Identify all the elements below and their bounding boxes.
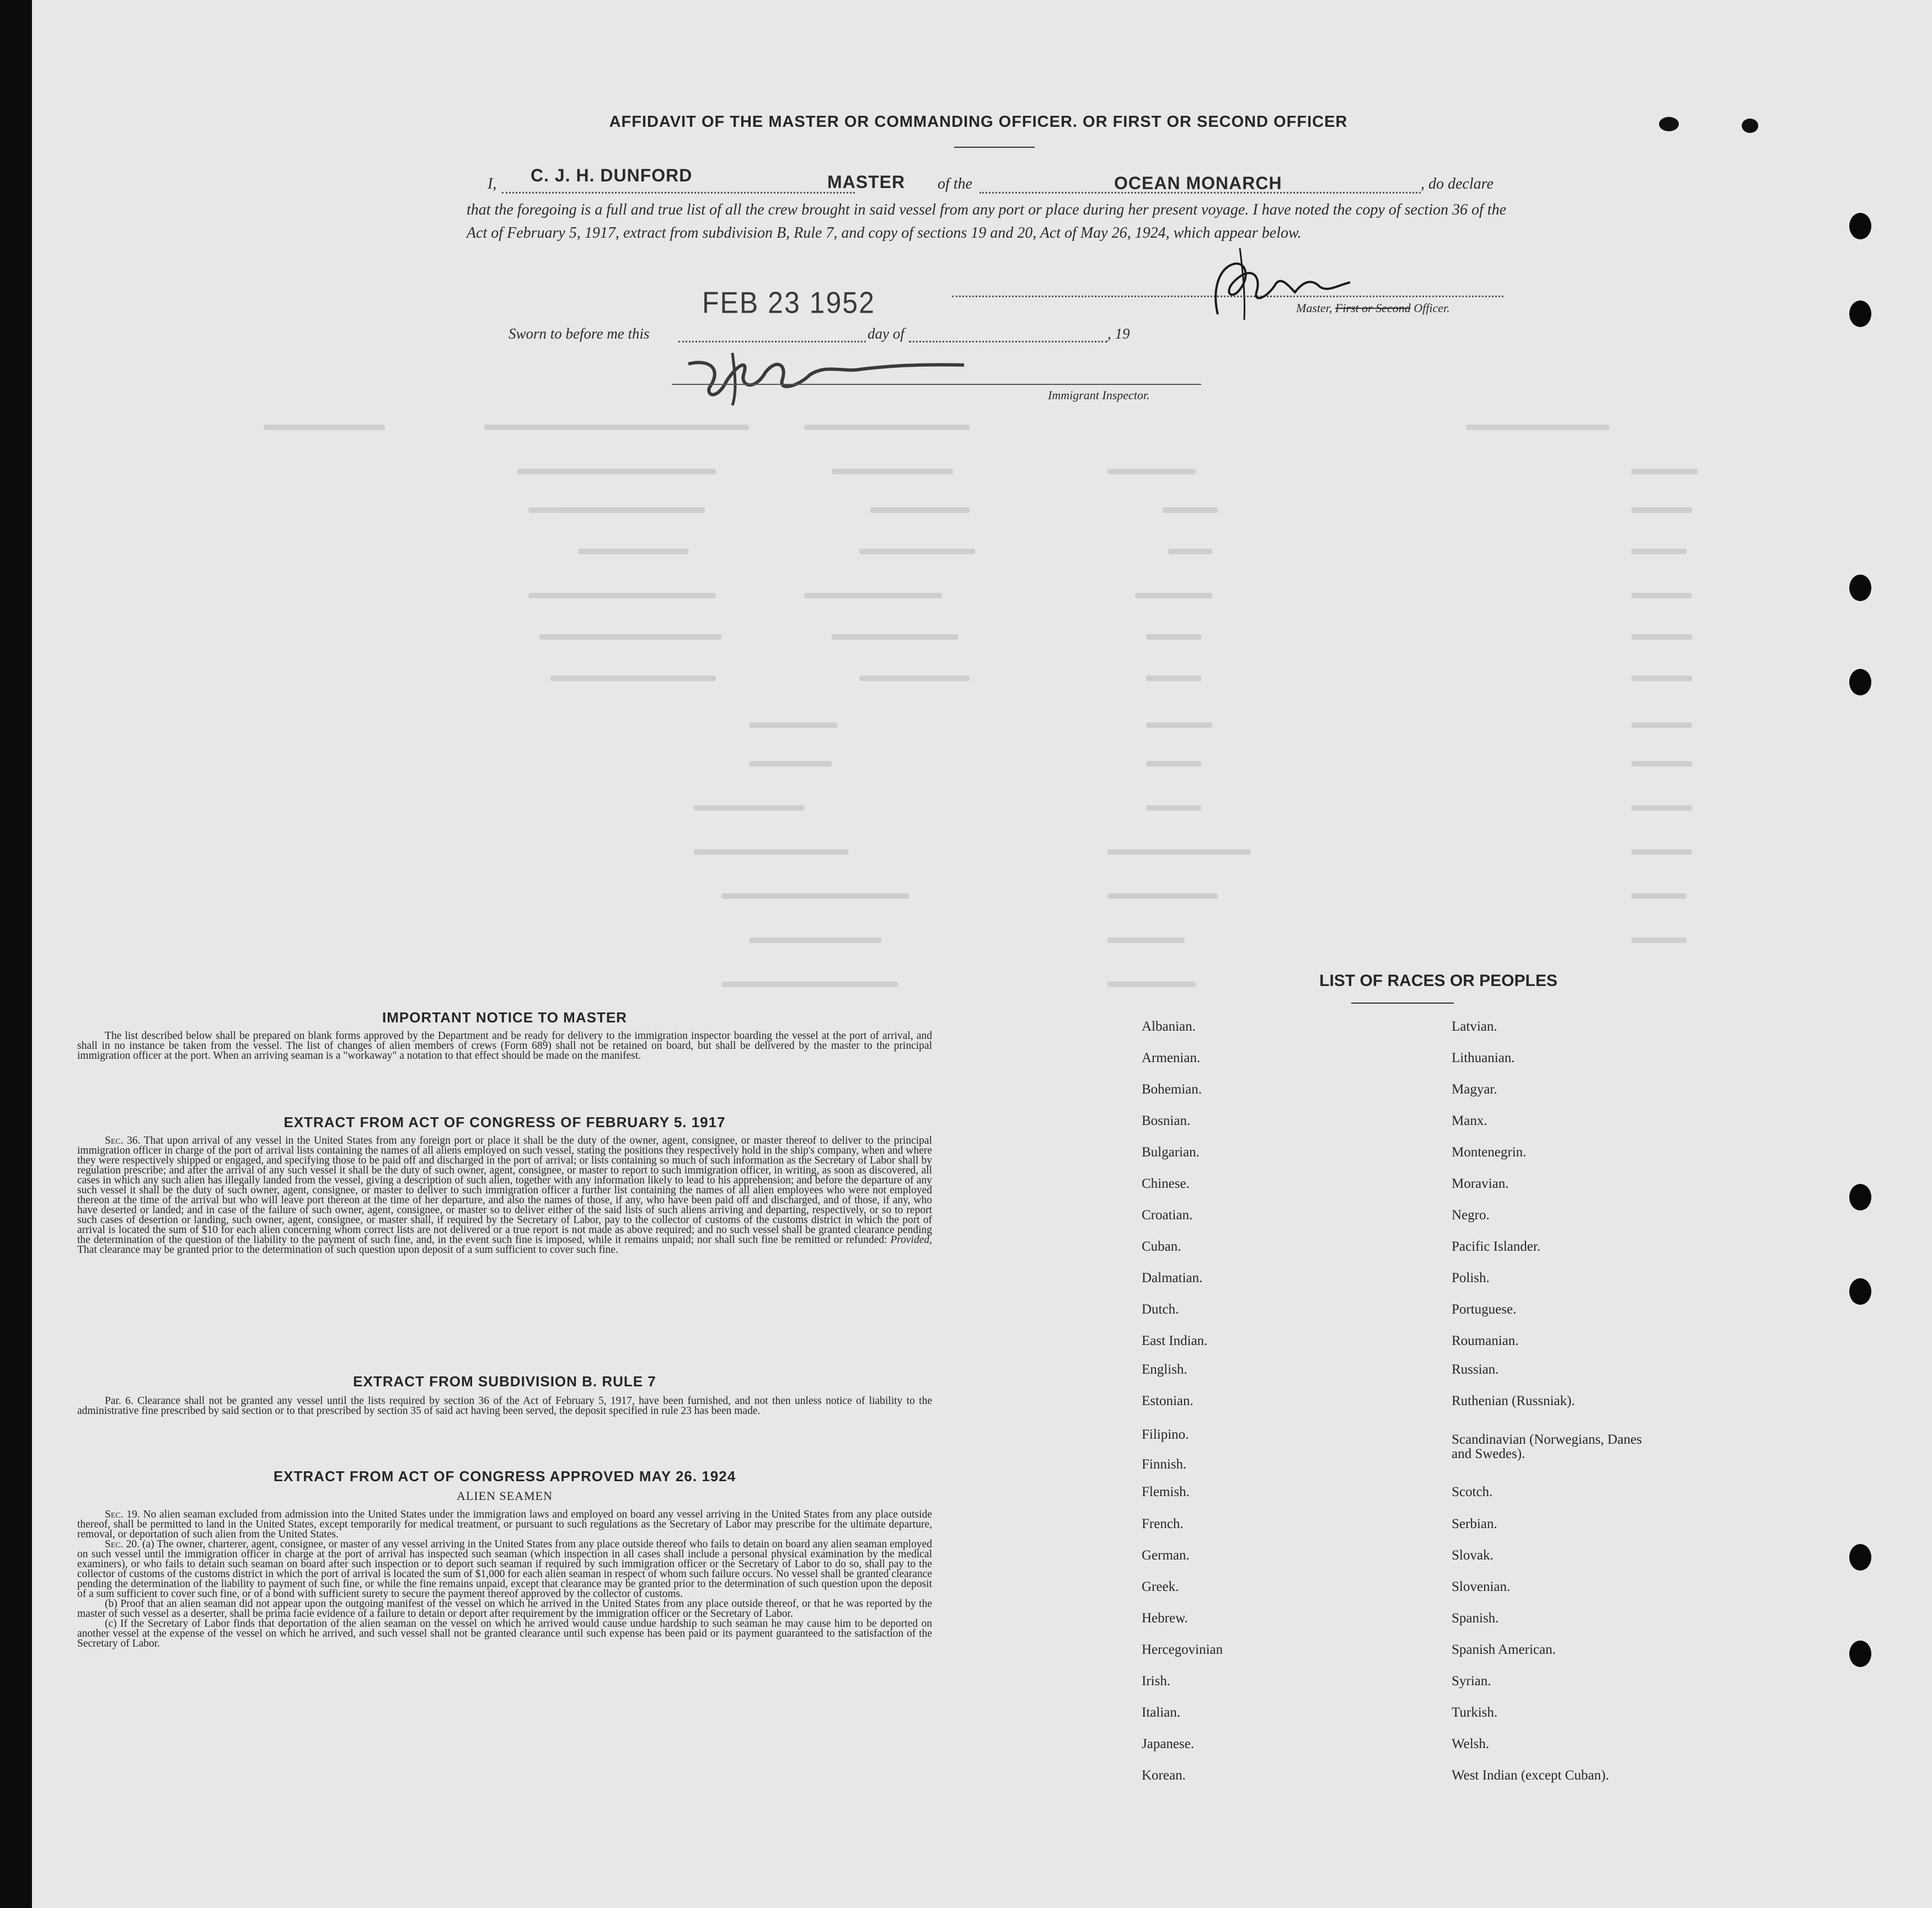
race-item: Welsh. [1452, 1737, 1490, 1751]
ink-spot [1742, 119, 1758, 133]
race-item: Latvian. [1452, 1019, 1497, 1034]
extract-rule7-title: EXTRACT FROM SUBDIVISION B. RULE 7 [353, 1373, 656, 1390]
document-page [32, 0, 1932, 1908]
race-item: Polish. [1452, 1271, 1490, 1285]
master-name: C. J. H. DUNFORD [531, 165, 693, 185]
race-item: Croatian. [1142, 1208, 1193, 1223]
race-item: Japanese. [1142, 1737, 1195, 1751]
race-item: Scandinavian (Norwegians, Danes and Swedes). [1452, 1432, 1642, 1461]
binder-hole [1849, 1278, 1871, 1305]
section-20c: (c) If the Secretary of Labor finds that deportation of the alien seaman on the vessel on which he arrived would cause undue hardship to such seaman he may cause him to be deported on another vessel at the expense of the vessel on which he arrived, and such vessel shall not be granted clearance until such expense has been paid or its payment guaranteed to the satisfaction of the Secretary of Labor. [77, 1618, 932, 1649]
race-item: Korean. [1142, 1768, 1186, 1783]
race-item: Bulgarian. [1142, 1145, 1200, 1160]
extract-1924-subtitle: ALIEN SEAMEN [457, 1489, 553, 1503]
race-item: Chinese. [1142, 1176, 1190, 1191]
vessel-name: OCEAN MONARCH [1114, 173, 1282, 193]
race-item: Hercegovinian [1142, 1642, 1223, 1657]
race-item: German. [1142, 1548, 1190, 1563]
race-item: Armenian. [1142, 1051, 1201, 1065]
declaration-body: that the foregoing is a full and true list of all the crew brought in said vessel from any port or place during her present voyage. I have noted the copy of section 36 of the Act of February 5, 1917, extract from subdivision B, Rule 7, and copy of sections 19 and 20, Act of May 26, 1924, which appear below. [467, 201, 1506, 242]
extract-1917-title: EXTRACT FROM ACT OF CONGRESS OF FEBRUARY 5. 1917 [283, 1114, 726, 1130]
race-item: Pacific Islander. [1452, 1239, 1541, 1254]
race-item: Slovenian. [1452, 1579, 1511, 1594]
section-20b: (b) Proof that an alien seaman did not appear upon the outgoing manifest of the vessel on which he arrived in the United States from any place outside thereof, or that he was reported by the master of such vessel as a deserter, shall be prima facie evidence of a failure to detain or deport after requirement by the immigration officer or the Secretary of Labor. [77, 1598, 932, 1620]
race-item: Syrian. [1452, 1674, 1491, 1689]
race-item: Roumanian. [1452, 1333, 1519, 1348]
race-item: East Indian. [1142, 1333, 1208, 1348]
race-item: Montenegrin. [1452, 1145, 1527, 1160]
extract-1924-body [77, 1510, 932, 1649]
race-item: Spanish American. [1452, 1642, 1556, 1657]
race-item: Filipino. [1142, 1427, 1189, 1442]
extract-rule7-body: Par. 6. Clearance shall not be granted any vessel until the lists required by section 36 of the Act of February 5, 1917, have been furnished, and not then unless notice of liability to the administrative fine prescribed by said section or to that prescribed by section 35 of said act having been served, the deposit specified in rule 23 has been made. [77, 1395, 932, 1417]
race-item: Magyar. [1452, 1082, 1497, 1097]
inspector-signature-line [672, 384, 1201, 385]
race-item: Spanish. [1452, 1611, 1499, 1626]
year-label: , 19 [1107, 325, 1130, 342]
binder-hole [1849, 1641, 1871, 1667]
race-item: Cuban. [1142, 1239, 1181, 1254]
race-item: Serbian. [1452, 1516, 1497, 1531]
notice-body: The list described below shall be prepared on blank forms approved by the Department and be ready for delivery to the immigration inspector boarding the vessel at the port of arrival, and shall in no instance be taken from the vessel. The list of changes of alien members of crews (Form 689) shall not be retained on board, but shall be delivered by the master to the principal immigration officer at the port. When an arriving seaman is a "workaway" a notation to that effect should be made on the manifest. [77, 1030, 932, 1062]
sworn-label: Sworn to before me this [509, 325, 650, 342]
master-rank: MASTER [827, 172, 906, 192]
declaration-i: I, [488, 175, 497, 192]
race-item: French. [1142, 1516, 1184, 1531]
inspector-signature [677, 342, 986, 408]
race-item: Albanian. [1142, 1019, 1196, 1034]
race-item: Hebrew. [1142, 1611, 1188, 1626]
binder-hole [1849, 1184, 1871, 1210]
inspector-caption: Immigrant Inspector. [1048, 388, 1150, 402]
race-item: Bosnian. [1142, 1113, 1191, 1128]
race-item: Finnish. [1142, 1457, 1187, 1472]
binder-hole [1849, 1544, 1871, 1571]
title-rule [954, 147, 1035, 148]
affidavit-title: AFFIDAVIT OF THE MASTER OR COMMANDING OFFICER. OR FIRST OR SECOND OFFICER [609, 113, 1348, 131]
date-stamp: FEB 23 1952 [702, 286, 875, 320]
section-19: Sec. 19. No alien seaman excluded from admission into the United States under the immigration laws and employed on board any vessel arriving in the United States from any place outside thereof, shall be permitted to land in the United States, except temporarily for medical treatment, or pursuant to such regulations as the Secretary of Labor may prescribe for the ultimate departure, removal, or deportation of such alien from the United States. [77, 1509, 933, 1540]
of-the-label: of the [938, 175, 972, 192]
master-signature-caption: Master, First or Second Officer. [1296, 301, 1450, 315]
race-item: Flemish. [1142, 1484, 1190, 1499]
race-item: Scotch. [1452, 1484, 1493, 1499]
race-item: Estonian. [1142, 1394, 1194, 1408]
binder-hole [1849, 669, 1871, 695]
race-item: Dalmatian. [1142, 1271, 1203, 1285]
race-item: Manx. [1452, 1113, 1487, 1128]
race-item: Dutch. [1142, 1302, 1179, 1317]
ink-spot [1659, 117, 1679, 131]
race-item: Portuguese. [1452, 1302, 1517, 1317]
race-item: English. [1142, 1362, 1187, 1377]
races-title: LIST OF RACES OR PEOPLES [1319, 972, 1558, 990]
day-of-label: day of [868, 325, 905, 342]
race-item: Moravian. [1452, 1176, 1509, 1191]
race-item: Bohemian. [1142, 1082, 1202, 1097]
race-item: Slovak. [1452, 1548, 1494, 1563]
notice-title: IMPORTANT NOTICE TO MASTER [382, 1009, 627, 1026]
race-item: Ruthenian (Russniak). [1452, 1394, 1575, 1408]
race-item: Turkish. [1452, 1705, 1498, 1720]
section-20a: Sec. 20. (a) The owner, charterer, agent, consignee, or master of any vessel arriving in the United States from any place outside thereof who fails to detain on board any alien seaman employed on such vessel until the immigration officer in charge at the port of arrival has inspected such seaman (which inspection in all cases shall include a personal physical examination by the medical examiners), or who fails to detain such seaman on board after such inspection or to deport such seaman if required by such immigration officer or the Secretary of Labor to do so, shall pay to the collector of customs of the customs district in which the port of arrival is located the sum of $1,000 for each alien seaman in respect of whom such failure occurs. No vessel shall be granted clearance pending the determination of the liability to payment of such fine, or while the fine remains unpaid, except that clearance may be granted prior to the determination of such question upon the deposit of a sum sufficient to cover such fine, or of a bond with sufficient surety to secure the payment thereof approved by the collector of customs. [77, 1539, 932, 1600]
binder-hole [1849, 301, 1871, 327]
race-item: Lithuanian. [1452, 1051, 1515, 1065]
races-title-rule [1351, 1003, 1454, 1004]
bleed-through-ghost-rows [197, 408, 1742, 1015]
race-item: Irish. [1142, 1674, 1171, 1689]
race-item: West Indian (except Cuban). [1452, 1768, 1609, 1783]
race-item: Negro. [1452, 1208, 1490, 1223]
do-declare-label: , do declare [1421, 175, 1494, 192]
name-line [502, 192, 855, 194]
binder-hole [1849, 575, 1871, 601]
race-item: Russian. [1452, 1362, 1499, 1377]
extract-1917-body: Sec. 36. That upon arrival of any vessel in the United States from any foreign port or place it shall be the duty of the owner, agent, consignee, or master thereof to deliver to the principal immigration officer in charge of the port of arrival lists containing the names of all aliens employed on such vessel, stating the positions they respectively hold in the ship's company, when and where they were respectively shipped or engaged, and specifying those to be paid off and discharged in the port of arrival; or lists containing so much of such information as the Secretary of Labor shall by regulation prescribe; and after the arrival of any such vessel it shall be the duty of such owner, agent, consignee, or master to report to such immigration officer, in writing, as soon as discovered, all cases in which any such alien has illegally landed from the vessel, giving a description of such alien, together with any information likely to lead to his apprehension; and before the departure of any such vessel it shall be the duty of such owner, agent, consignee, or master to deliver to such immigration officer a further list containing the names of all alien employees who were not employed thereon at the time of the arrival but who will leave port thereon at the time of her departure, and also the names of those, if any, who have been paid off and discharged, and of those, if any, who have deserted or landed; and in case of the failure of such owner, agent, consignee, or master so to deliver either of the said lists of such aliens arriving and departing, respectively, or so to report such cases of desertion or landing, such owner, agent, consignee, or master shall, if required by the Secretary of Labor, pay to the collector of customs of the customs district in which the port of arrival is located the sum of $10 for each alien concerning whom correct lists are not delivered or a true report is not made as above required; and no such vessel shall be granted clearance pending the determination of the question of the liability to the payment of such fine, and, in the event such fine is imposed, while it remains unpaid; nor shall such fine be remitted or refunded: Provided, That clearance may be granted prior to the determination of such question upon deposit of a sum sufficient to cover such fine. [77, 1135, 932, 1256]
race-item: Italian. [1142, 1705, 1181, 1720]
extract-1924-title: EXTRACT FROM ACT OF CONGRESS APPROVED MAY 26. 1924 [273, 1468, 736, 1484]
binder-hole [1849, 213, 1871, 239]
race-item: Greek. [1142, 1579, 1179, 1594]
